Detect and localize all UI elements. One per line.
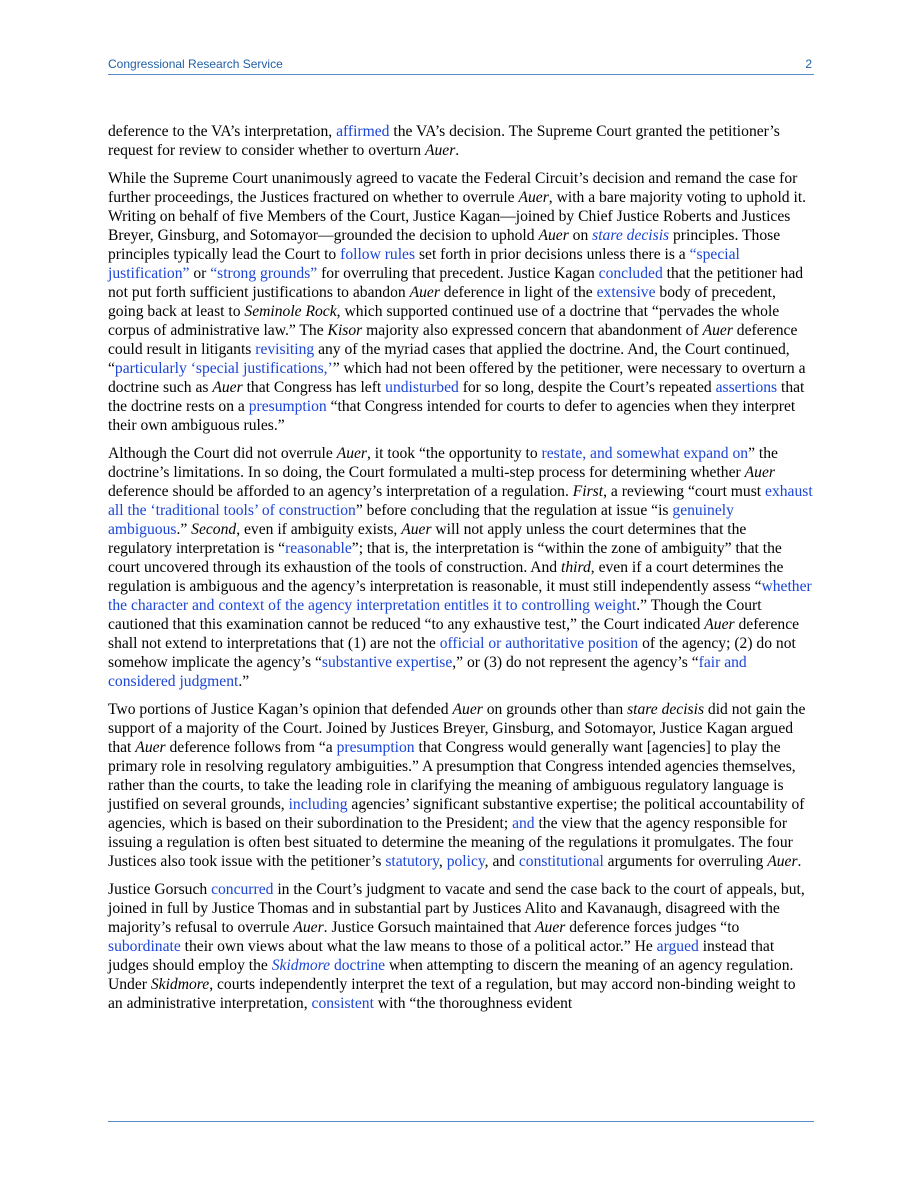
hyperlink[interactable]: “strong grounds” [210,265,318,282]
hyperlink[interactable]: restate, and somewhat expand on [541,445,749,462]
hyperlink[interactable]: whether the character and context of the agency interpretation entitles it to controlling weight [108,578,812,614]
hyperlink[interactable]: exhaust all the ‘traditional tools’ of construction [108,483,813,519]
text-run: deference in light of the [439,284,597,301]
text-run: agencies’ significant substantive expertise; the political accountability of agencies, which is based on their subordination to the President; [108,796,805,832]
italic-text: Auer [212,379,243,396]
hyperlink[interactable]: stare decisis [592,227,670,244]
hyperlink[interactable]: subordinate [108,938,181,955]
paragraph [108,169,814,435]
text-run: that the petitioner had not put forth sufficient justifications to abandon [108,265,804,301]
text-run: , it took “the opportunity to [367,445,542,462]
text-run: .” Though the Court cautioned that this examination cannot be reduced “to any exhaustive test,” the Court indicated [108,597,762,633]
text-run: deference to the VA’s interpretation, [108,123,337,140]
page-number: 2 [805,57,812,71]
hyperlink[interactable]: revisiting [255,341,315,358]
text-run: , a reviewing “court must [603,483,766,500]
text-run: will not apply unless the court determines that the regulatory interpretation is “ [108,521,747,557]
text-run: , and [484,853,519,870]
paragraph [108,880,814,1013]
header-title: Congressional Research Service [108,57,283,71]
text-run: instead that judges should employ the [108,938,775,974]
text-run: deference follows from “a [165,739,337,756]
paragraph [108,700,814,871]
text-run: that Congress would generally want [agencies] to play the primary role in resolving regulatory ambiguities.” A presumption that Congress intended agencies themselves, rather than the courts, to take the leading role in clarifying the meaning of ambiguous regulatory language is justified on several grounds, [108,739,796,813]
italic-text: Auer [336,445,367,462]
text-run: that the doctrine rests on a [108,379,805,415]
text-run: set forth in prior decisions unless there is a [415,246,690,263]
text-run: “that Congress intended for courts to defer to agencies when they interpret their own ambiguous rules.” [108,398,796,434]
text-run: deference shall not extend to interpretations that (1) are not the [108,616,800,652]
text-run: any of the myriad cases that applied the doctrine. And, the Court continued, “ [108,341,790,377]
italic-text: Kisor [327,322,363,339]
italic-text: First [572,483,604,500]
italic-text: Auer [535,919,566,936]
text-run: that Congress has left [242,379,386,396]
text-run: ” which had not been offered by the petitioner, were necessary to overturn a doctrine such as [108,360,806,396]
hyperlink[interactable]: argued [656,938,699,955]
text-run: or [189,265,211,282]
hyperlink[interactable]: Skidmore [271,957,331,974]
hyperlink[interactable]: concurred [211,881,274,898]
paragraph [108,122,814,160]
italic-text: Auer [744,464,775,481]
text-run: majority also expressed concern that abandonment of [362,322,703,339]
text-run: , courts independently interpret the text of a regulation, but may accord non-binding weight to an administrative interpretation, [108,976,796,1012]
hyperlink[interactable]: statutory [385,853,439,870]
hyperlink[interactable]: follow rules [340,246,416,263]
text-run: ” the doctrine’s limitations. In so doing, the Court formulated a multi-step process for determining whether [108,445,778,481]
hyperlink[interactable]: consistent [311,995,374,1012]
text-run: arguments for overruling [603,853,768,870]
text-run: of the agency; (2) do not somehow implicate the agency’s “ [108,635,796,671]
hyperlink[interactable]: extensive [596,284,656,301]
hyperlink[interactable]: constitutional [518,853,604,870]
italic-text: Auer [424,142,456,159]
text-run: , even if ambiguity exists, [236,521,402,538]
hyperlink[interactable]: substantive expertise [321,654,453,671]
italic-text: Auer [452,701,483,718]
text-run: the VA’s decision. The Supreme Court granted the petitioner’s request for review to consider whether to overturn [108,123,780,159]
text-run: ” before concluding that the regulation at issue “is [355,502,673,519]
hyperlink[interactable]: undisturbed [385,379,459,396]
hyperlink[interactable]: affirmed [336,123,390,140]
italic-text: Second [191,521,237,538]
text-run: for overruling that precedent. Justice Kagan [317,265,599,282]
text-run: on grounds other than [482,701,628,718]
text-run: Although the Court did not overrule [108,445,337,462]
hyperlink[interactable]: presumption [336,739,415,756]
text-run: deference should be afforded to an agency’s interpretation of a regulation. [108,483,573,500]
paragraph [108,444,814,691]
hyperlink[interactable]: policy [446,853,485,870]
header-rule [108,74,814,75]
italic-text: stare decisis [627,701,705,718]
text-run: with “the thoroughness evident [373,995,573,1012]
text-run: While the Supreme Court unanimously agreed to vacate the Federal Circuit’s decision and remand the case for further proceedings, the Justices fractured on whether to overrule [108,170,798,206]
running-header [108,57,814,75]
text-run: for so long, despite the Court’s repeated [458,379,716,396]
document-body [108,122,814,1022]
text-run: .” [238,673,250,690]
text-run: principles. Those principles typically lead the Court to [108,227,781,263]
italic-text: Auer [409,284,440,301]
italic-text: Auer [135,739,166,756]
italic-text: Auer [704,616,735,633]
italic-text: Auer [401,521,432,538]
text-run: Justice Gorsuch [108,881,212,898]
text-run: Two portions of Justice Kagan’s opinion that defended [108,701,453,718]
text-run: ,” or (3) do not represent the agency’s “ [452,654,699,671]
italic-text: third [561,559,591,576]
text-run: , with a bare majority voting to uphold it. Writing on behalf of five Members of the Court, Justice Kagan—joined by Chief Justice Roberts and Justices Breyer, Ginsburg, and Sotomayor—grounded the decision to uphold [108,189,807,244]
italic-text: Skidmore [150,976,210,993]
hyperlink[interactable]: concluded [598,265,663,282]
hyperlink[interactable]: including [288,796,348,813]
italic-text: Auer [767,853,798,870]
italic-text: Auer [293,919,324,936]
hyperlink[interactable]: official or authoritative position [439,635,639,652]
text-run: on [568,227,593,244]
footer-rule [108,1121,814,1122]
text-run: , which supported continued use of a doctrine that “pervades the whole corpus of administrative law.” The [108,303,780,339]
text-run: .” [176,521,192,538]
text-run: in the Court’s judgment to vacate and send the case back to the court of appeals, but, joined in full by Justice Thomas and in substantial part by Justices Alito and Kavanaugh, disagreed with the majority’s refusal to overrule [108,881,805,936]
text-run: . [455,142,460,159]
hyperlink[interactable]: reasonable [285,540,352,557]
italic-text: Auer [518,189,549,206]
text-run: body of precedent, going back at least to [108,284,776,320]
text-run: . Justice Gorsuch maintained that [323,919,535,936]
italic-text: Seminole Rock [244,303,337,320]
text-run: deference could result in litigants [108,322,798,358]
hyperlink[interactable]: fair and considered judgment [108,654,747,690]
text-run: their own views about what the law means to those of a political actor.” He [180,938,657,955]
hyperlink[interactable]: doctrine [330,957,386,974]
hyperlink[interactable]: and [512,815,535,832]
text-run: did not gain the support of a majority of the Court. Joined by Justices Breyer, Ginsburg, and Sotomayor, Justice Kagan argued that [108,701,806,756]
hyperlink[interactable]: assertions [715,379,778,396]
text-run: , [438,853,447,870]
text-run: , even if a court determines the regulation is ambiguous and the agency’s interpretation is reasonable, it must still independently assess “ [108,559,784,595]
italic-text: Auer [538,227,569,244]
text-run: . [797,853,802,870]
hyperlink[interactable]: particularly ‘special justifications,’ [114,360,333,377]
text-run: the view that the agency responsible for issuing a regulation is often best situated to determine the meaning of the regulations it promulgates. The four Justices also took issue with the petitioner’s [108,815,793,870]
text-run: ”; that is, the interpretation is “within the zone of ambiguity” that the court uncovered through its exhaustion of the tools of construction. And [108,540,782,576]
hyperlink[interactable]: genuinely ambiguous [108,502,734,538]
hyperlink[interactable]: presumption [248,398,327,415]
italic-text: Auer [702,322,733,339]
text-run: deference forces judges “to [565,919,740,936]
hyperlink[interactable]: “special justification” [108,246,740,282]
text-run: when attempting to discern the meaning of an agency regulation. Under [108,957,794,993]
